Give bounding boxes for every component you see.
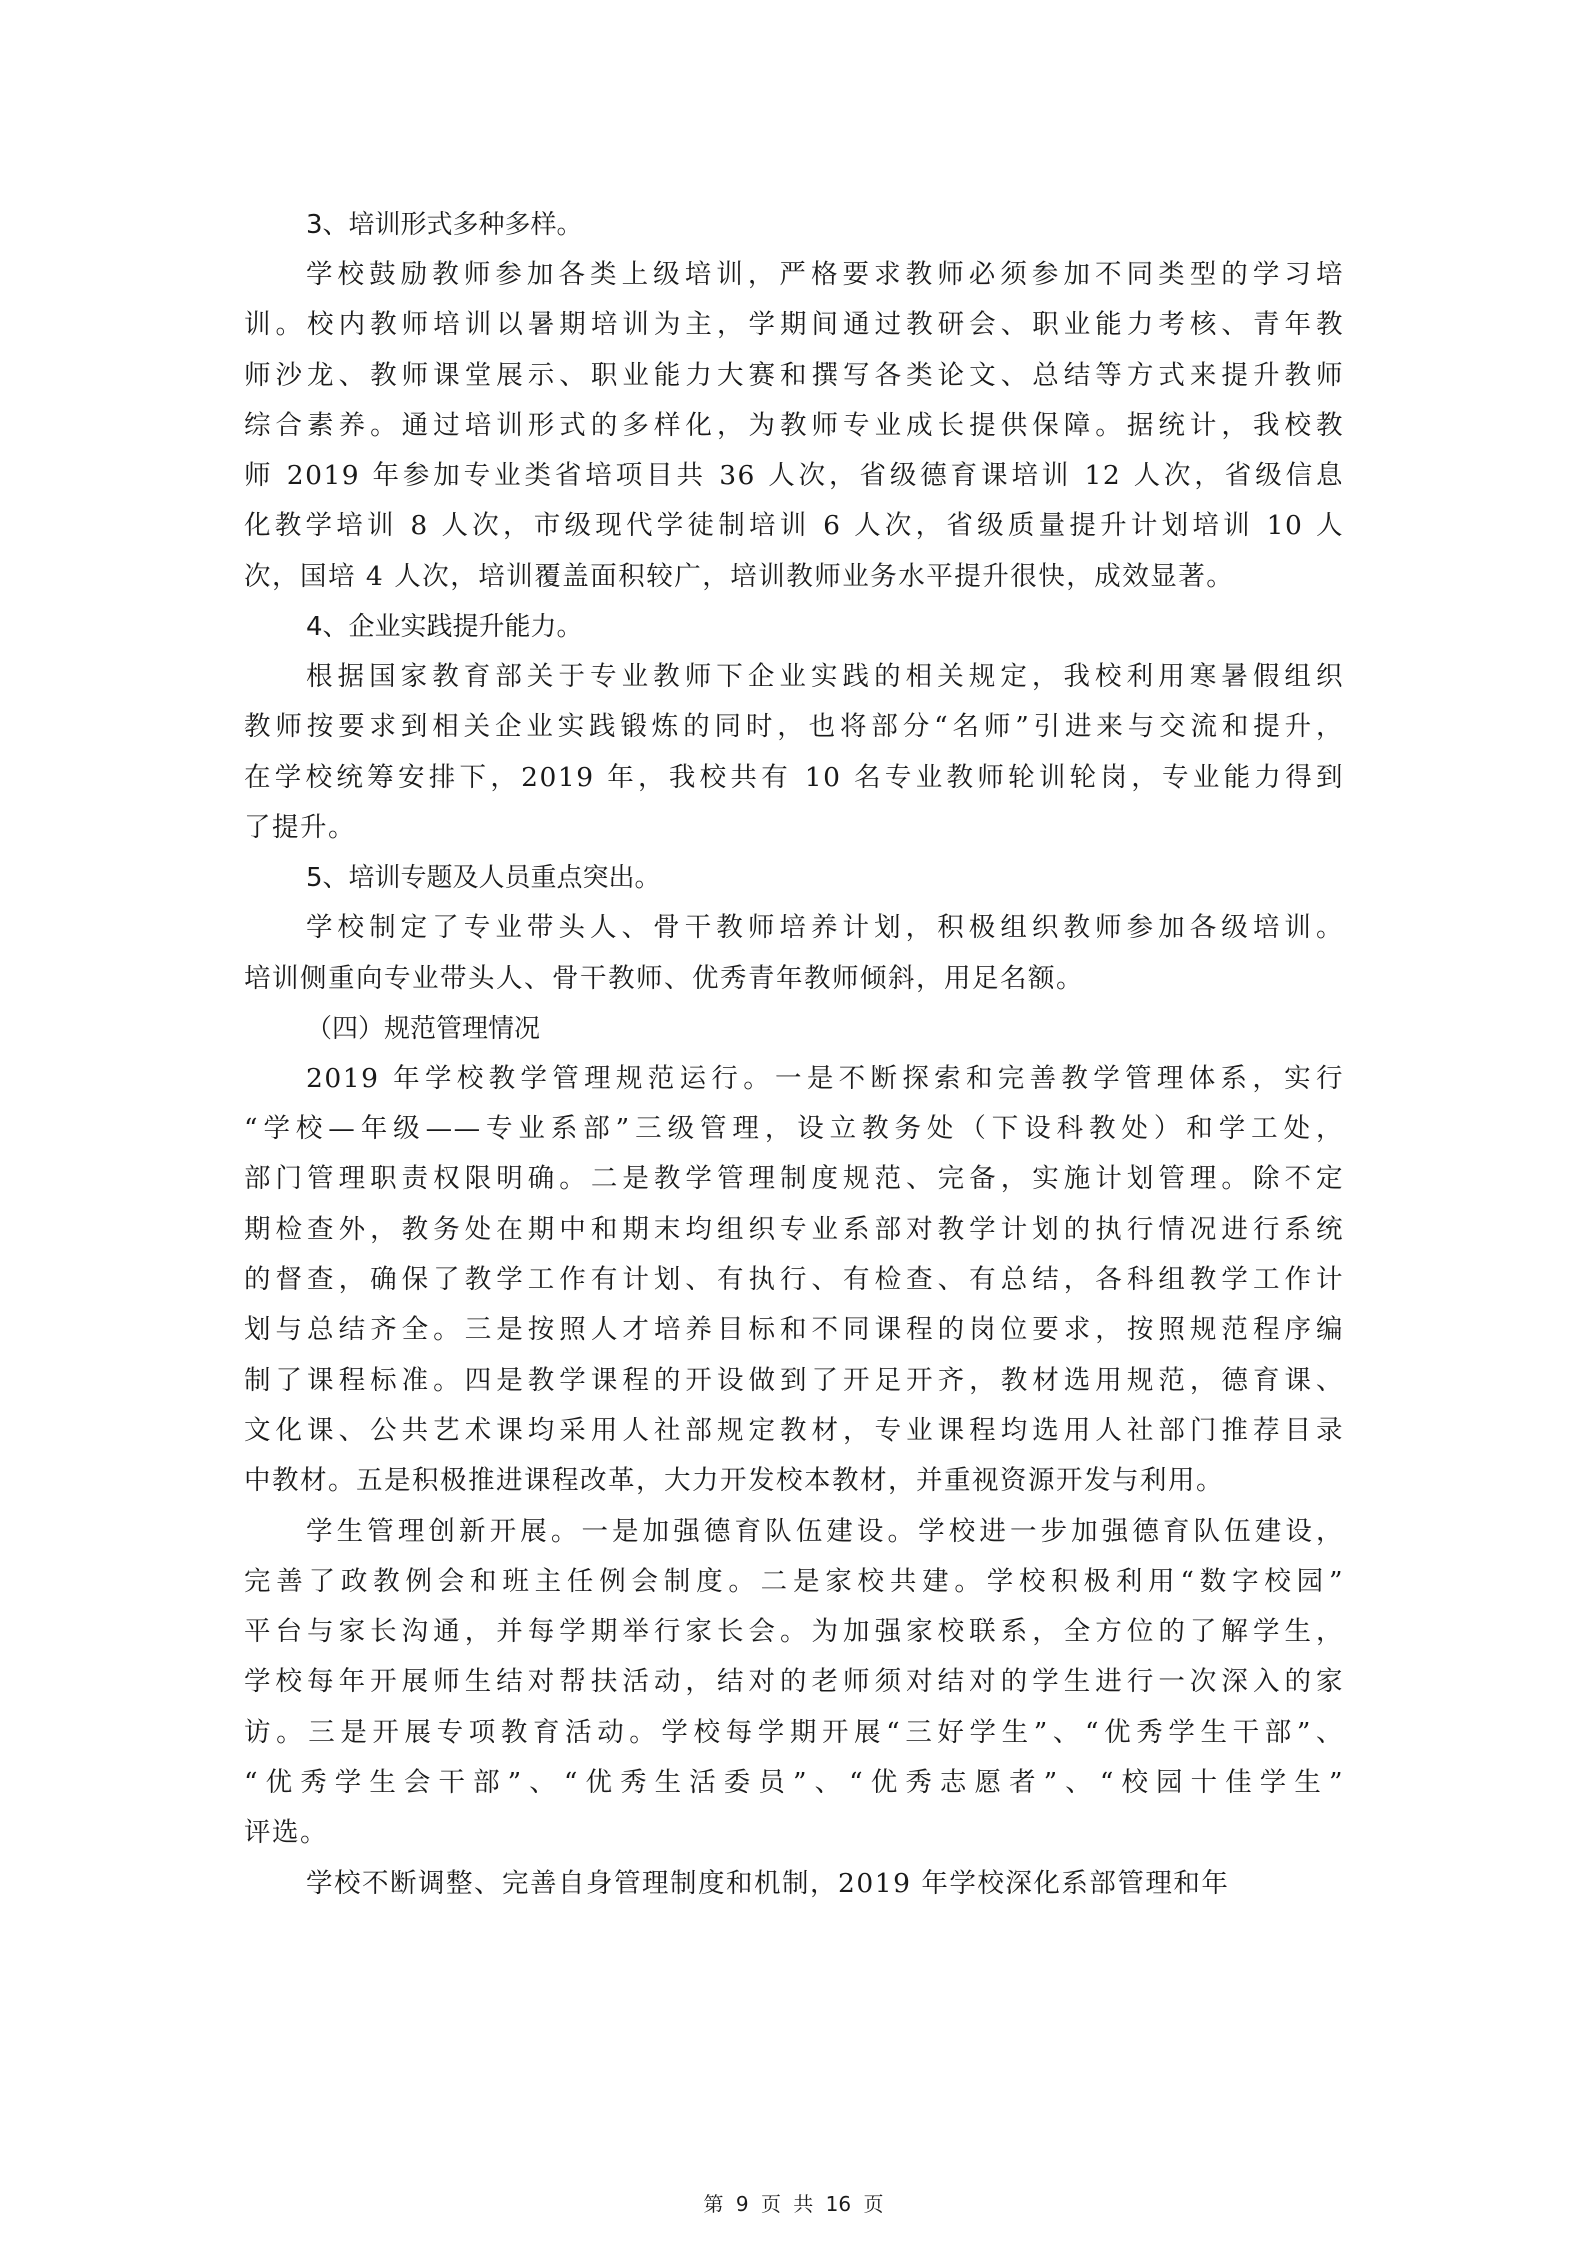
paragraph-line: 学生管理创新开展。一是加强德育队伍建设。学校进一步加强德育队伍建设， [306, 1515, 1344, 1547]
paragraph [244, 1859, 1344, 1909]
paragraph-line: 评选。 [244, 1817, 328, 1849]
page-footer: 第 9 页 共 16 页 [703, 2192, 884, 2216]
paragraph-line: 完善了政教例会和班主任例会制度。二是家校共建。学校积极利用“数字校园” [244, 1565, 1344, 1597]
paragraph [244, 250, 1344, 602]
paragraph-line: 制了课程标准。四是教学课程的开设做到了开足开齐，教材选用规范，德育课、 [244, 1364, 1344, 1396]
section-heading: （四）规范管理情况 [306, 1013, 541, 1044]
paragraph-line: 中教材。五是积极推进课程改革，大力开发校本教材，并重视资源开发与利用。 [244, 1465, 1224, 1497]
paragraph [244, 1054, 1344, 1507]
paragraph [244, 903, 1344, 1004]
paragraph-line: 师 2019 年参加专业类省培项目共 36 人次，省级德育课培训 12 人次，省级信息 [244, 460, 1344, 492]
paragraph-line: 学校每年开展师生结对帮扶活动，结对的老师须对结对的学生进行一次深入的家 [244, 1666, 1344, 1698]
section-heading: 4、企业实践提升能力。 [306, 612, 583, 643]
paragraph-line: 学校鼓励教师参加各类上级培训，严格要求教师必须参加不同类型的学习培 [306, 259, 1344, 290]
paragraph-line: 访。三是开展专项教育活动。学校每学期开展“三好学生”、“优秀学生干部”、 [244, 1716, 1344, 1748]
paragraph [244, 1507, 1344, 1859]
document-body [244, 200, 1344, 1909]
paragraph-line: “优秀学生会干部”、“优秀生活委员”、“优秀志愿者”、“校园十佳学生” [244, 1767, 1344, 1799]
paragraph-line: 划与总结齐全。三是按照人才培养目标和不同课程的岗位要求，按照规范程序编 [244, 1314, 1344, 1346]
paragraph-line: 化教学培训 8 人次，市级现代学徒制培训 6 人次，省级质量提升计划培训 10 人 [244, 510, 1344, 542]
paragraph-line: 了提升。 [244, 811, 356, 843]
paragraph-line: 次，国培 4 人次，培训覆盖面积较广，培训教师业务水平提升很快，成效显著。 [244, 560, 1235, 592]
paragraph-line: 学校不断调整、完善自身管理制度和机制，2019 年学校深化系部管理和年 [306, 1867, 1230, 1899]
paragraph-line: 的督查，确保了教学工作有计划、有执行、有检查、有总结，各科组教学工作计 [244, 1264, 1344, 1296]
paragraph-line: 训。校内教师培训以暑期培训为主，学期间通过教研会、职业能力考核、青年教 [244, 309, 1344, 341]
paragraph-line: “学校—年级——专业系部”三级管理，设立教务处（下设科教处）和学工处， [244, 1113, 1344, 1145]
paragraph-line: 平台与家长沟通，并每学期举行家长会。为加强家校联系，全方位的了解学生， [244, 1616, 1344, 1648]
paragraph-line: 培训侧重向专业带头人、骨干教师、优秀青年教师倾斜，用足名额。 [244, 962, 1084, 994]
paragraph-line: 2019 年学校教学管理规范运行。一是不断探索和完善教学管理体系，实行 [306, 1062, 1344, 1094]
paragraph [244, 652, 1344, 853]
paragraph-line: 根据国家教育部关于专业教师下企业实践的相关规定，我校利用寒暑假组织 [306, 661, 1344, 693]
paragraph-line: 期检查外，教务处在期中和期末均组织专业系部对教学计划的执行情况进行系统 [244, 1213, 1344, 1245]
paragraph-line: 文化课、公共艺术课均采用人社部规定教材，专业课程均选用人社部门推荐目录 [244, 1414, 1344, 1446]
paragraph-line: 在学校统筹安排下，2019 年，我校共有 10 名专业教师轮训轮岗，专业能力得到 [244, 761, 1344, 793]
paragraph-line: 综合素养。通过培训形式的多样化，为教师专业成长提供保障。据统计，我校教 [244, 409, 1344, 441]
paragraph-line: 师沙龙、教师课堂展示、职业能力大赛和撰写各类论文、总结等方式来提升教师 [244, 359, 1344, 391]
paragraph-line: 教师按要求到相关企业实践锻炼的同时，也将部分“名师”引进来与交流和提升， [244, 711, 1344, 743]
section-heading: 5、培训专题及人员重点突出。 [306, 863, 661, 894]
paragraph-line: 部门管理职责权限明确。二是教学管理制度规范、完备，实施计划管理。除不定 [244, 1163, 1344, 1195]
section-heading: 3、培训形式多种多样。 [306, 210, 583, 240]
paragraph-line: 学校制定了专业带头人、骨干教师培养计划，积极组织教师参加各级培训。 [306, 912, 1344, 944]
